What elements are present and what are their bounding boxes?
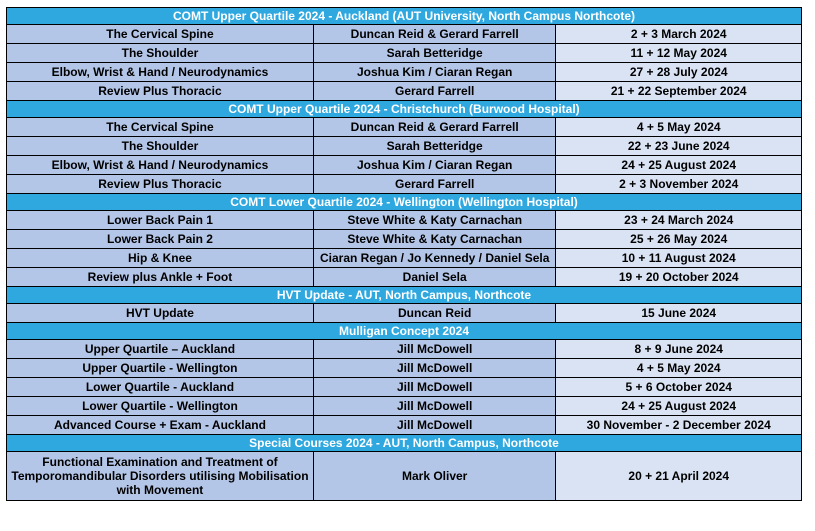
course-name-cell: Hip & Knee: [7, 249, 314, 268]
date-cell: 22 + 23 June 2024: [556, 137, 802, 156]
presenter-cell: Daniel Sela: [313, 268, 556, 287]
presenter-cell: Jill McDowell: [313, 378, 556, 397]
table-row: [7, 340, 802, 359]
course-name-cell: Advanced Course + Exam - Auckland: [7, 416, 314, 435]
date-cell: 24 + 25 August 2024: [556, 156, 802, 175]
section-header-row: [7, 323, 802, 340]
date-cell: 15 June 2024: [556, 304, 802, 323]
table-row: [7, 156, 802, 175]
course-name-cell: Lower Back Pain 2: [7, 230, 314, 249]
date-cell: 30 November - 2 December 2024: [556, 416, 802, 435]
table-row: [7, 118, 802, 137]
presenter-cell: Sarah Betteridge: [313, 44, 556, 63]
course-name-cell: Upper Quartile – Auckland: [7, 340, 314, 359]
date-cell: 8 + 9 June 2024: [556, 340, 802, 359]
presenter-cell: Duncan Reid: [313, 304, 556, 323]
table-row: [7, 268, 802, 287]
date-cell: 21 + 22 September 2024: [556, 82, 802, 101]
table-row: [7, 211, 802, 230]
date-cell: 25 + 26 May 2024: [556, 230, 802, 249]
section-title: COMT Lower Quartile 2024 - Wellington (Wellington Hospital): [7, 194, 802, 211]
section-title: Special Courses 2024 - AUT, North Campus, Northcote: [7, 435, 802, 452]
table-row: [7, 249, 802, 268]
course-name-cell: The Shoulder: [7, 137, 314, 156]
presenter-cell: Jill McDowell: [313, 340, 556, 359]
date-cell: 2 + 3 November 2024: [556, 175, 802, 194]
date-cell: 27 + 28 July 2024: [556, 63, 802, 82]
course-name-cell: The Shoulder: [7, 44, 314, 63]
date-cell: 11 + 12 May 2024: [556, 44, 802, 63]
table-row: [7, 230, 802, 249]
date-cell: 5 + 6 October 2024: [556, 378, 802, 397]
section-title: Mulligan Concept 2024: [7, 323, 802, 340]
presenter-cell: Duncan Reid & Gerard Farrell: [313, 25, 556, 44]
section-header-row: [7, 194, 802, 211]
presenter-cell: Steve White & Katy Carnachan: [313, 211, 556, 230]
presenter-cell: Jill McDowell: [313, 359, 556, 378]
table-row: [7, 416, 802, 435]
course-name-cell: The Cervical Spine: [7, 25, 314, 44]
table-row: [7, 63, 802, 82]
course-name-cell: Functional Examination and Treatment of Temporomandibular Disorders utilising Mobilisation with Movement: [7, 452, 314, 501]
section-header-row: [7, 101, 802, 118]
table-row: [7, 304, 802, 323]
date-cell: 24 + 25 August 2024: [556, 397, 802, 416]
course-name-cell: Review Plus Thoracic: [7, 82, 314, 101]
course-name-cell: Upper Quartile - Wellington: [7, 359, 314, 378]
course-name-cell: Lower Quartile - Auckland: [7, 378, 314, 397]
table-row: [7, 137, 802, 156]
presenter-cell: Ciaran Regan / Jo Kennedy / Daniel Sela: [313, 249, 556, 268]
table-row: [7, 175, 802, 194]
presenter-cell: Steve White & Katy Carnachan: [313, 230, 556, 249]
presenter-cell: Duncan Reid & Gerard Farrell: [313, 118, 556, 137]
presenter-cell: Gerard Farrell: [313, 175, 556, 194]
table-row: [7, 25, 802, 44]
course-schedule-table: [6, 7, 802, 501]
table-row: [7, 397, 802, 416]
date-cell: 2 + 3 March 2024: [556, 25, 802, 44]
presenter-cell: Jill McDowell: [313, 397, 556, 416]
presenter-cell: Mark Oliver: [313, 452, 556, 501]
table-row: [7, 359, 802, 378]
course-name-cell: The Cervical Spine: [7, 118, 314, 137]
table-row: [7, 82, 802, 101]
date-cell: 4 + 5 May 2024: [556, 359, 802, 378]
course-name-cell: Review plus Ankle + Foot: [7, 268, 314, 287]
presenter-cell: Jill McDowell: [313, 416, 556, 435]
section-header-row: [7, 287, 802, 304]
course-name-cell: Elbow, Wrist & Hand / Neurodynamics: [7, 63, 314, 82]
table-row: [7, 452, 802, 501]
course-name-cell: Lower Quartile - Wellington: [7, 397, 314, 416]
date-cell: 20 + 21 April 2024: [556, 452, 802, 501]
course-name-cell: Elbow, Wrist & Hand / Neurodynamics: [7, 156, 314, 175]
section-header-row: [7, 8, 802, 25]
section-title: COMT Upper Quartile 2024 - Christchurch (Burwood Hospital): [7, 101, 802, 118]
table-row: [7, 44, 802, 63]
course-name-cell: Review Plus Thoracic: [7, 175, 314, 194]
presenter-cell: Joshua Kim / Ciaran Regan: [313, 156, 556, 175]
date-cell: 19 + 20 October 2024: [556, 268, 802, 287]
section-title: HVT Update - AUT, North Campus, Northcote: [7, 287, 802, 304]
date-cell: 23 + 24 March 2024: [556, 211, 802, 230]
section-title: COMT Upper Quartile 2024 - Auckland (AUT University, North Campus Northcote): [7, 8, 802, 25]
presenter-cell: Sarah Betteridge: [313, 137, 556, 156]
presenter-cell: Joshua Kim / Ciaran Regan: [313, 63, 556, 82]
course-name-cell: HVT Update: [7, 304, 314, 323]
presenter-cell: Gerard Farrell: [313, 82, 556, 101]
date-cell: 4 + 5 May 2024: [556, 118, 802, 137]
section-header-row: [7, 435, 802, 452]
course-name-cell: Lower Back Pain 1: [7, 211, 314, 230]
course-schedule-body: [7, 8, 802, 501]
date-cell: 10 + 11 August 2024: [556, 249, 802, 268]
table-row: [7, 378, 802, 397]
